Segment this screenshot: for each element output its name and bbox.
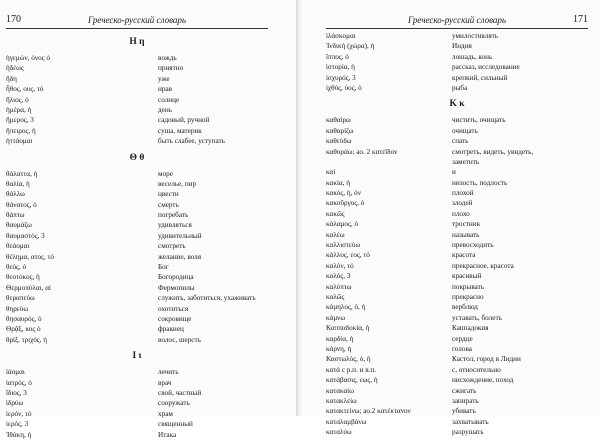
greek-headword: κακός, ἡ, όν: [326, 189, 362, 198]
greek-headword: Ἰνδική (χώρα), ἡ: [326, 42, 375, 51]
dictionary-entry: [326, 62, 588, 72]
greek-headword: καλέω: [326, 230, 345, 239]
greek-headword: θεάομαι: [6, 242, 30, 251]
russian-translation: день: [158, 105, 172, 114]
greek-headword: θηρεύω: [6, 304, 29, 313]
dictionary-entry: [326, 198, 588, 208]
greek-headword: καθαρίζω: [326, 126, 354, 135]
dictionary-entry: [326, 323, 588, 333]
greek-headword: ἡγεμών, όνος ὁ: [6, 54, 50, 62]
dictionary-entry: [6, 283, 268, 293]
greek-headword: κατακτείνω; ао.2 κατέκτανον: [326, 407, 411, 416]
russian-translation: захватывать: [452, 417, 489, 426]
greek-headword: Θερμοπύλαι, αἱ: [6, 283, 51, 292]
russian-translation: смерть: [158, 200, 179, 209]
russian-translation: лошадь, конь: [452, 52, 493, 61]
dictionary-entry: [6, 189, 268, 199]
running-title: Греческо-русский словарь: [407, 15, 507, 25]
dictionary-entry: [326, 230, 588, 240]
dictionary-entry: [6, 388, 268, 398]
greek-headword: ἰάομαι: [6, 368, 25, 377]
russian-translation: называть: [452, 230, 480, 239]
page-header: [326, 14, 588, 29]
page-header: [6, 14, 268, 29]
russian-translation: спать: [452, 137, 469, 146]
section-heading: Θ θ: [129, 152, 145, 163]
dictionary-entry: [326, 334, 588, 344]
dictionary-entry: [6, 210, 268, 220]
russian-translation: удивительный: [158, 231, 202, 240]
russian-translation: рыба: [452, 83, 468, 92]
greek-headword: καρδία, ἡ: [326, 334, 354, 343]
dictionary-entry: [326, 147, 588, 157]
greek-headword: καταλαμβάνω: [326, 417, 367, 426]
russian-translation: Кастол, город в Лидии: [452, 355, 521, 364]
greek-headword: θάπτω: [6, 211, 25, 220]
greek-headword: κάλαμος, ὁ: [326, 220, 359, 229]
russian-translation: и: [452, 168, 456, 177]
russian-translation: садовый, ручной: [158, 116, 210, 125]
section-heading: Κ κ: [449, 99, 465, 110]
russian-translation: прекрасное, красота: [452, 261, 514, 270]
greek-headword: Καππαδοκία, ἡ: [326, 324, 370, 333]
dictionary-entry: [326, 157, 588, 167]
greek-headword: ἡδέως: [6, 64, 24, 73]
greek-headword: Θρᾷξ, κος ὁ: [6, 325, 41, 334]
dictionary-entry: [326, 271, 588, 281]
dictionary-entry: [6, 105, 268, 115]
dictionary-entry: [326, 209, 588, 219]
dictionary-entry: [6, 335, 268, 345]
running-title: Греческо-русский словарь: [87, 15, 187, 25]
section-heading: Η η: [129, 37, 145, 47]
russian-translation: уставать, болеть: [452, 313, 502, 322]
greek-headword: θαλία, ἡ: [6, 179, 30, 188]
russian-translation: сердце: [452, 334, 473, 343]
russian-translation: с, относительно: [452, 365, 501, 374]
russian-translation: Каппадокия: [452, 324, 489, 333]
dictionary-entry: [6, 63, 268, 73]
russian-translation: приятно: [158, 64, 184, 73]
dictionary-entry: [326, 167, 588, 177]
russian-translation: священный: [158, 420, 193, 429]
russian-translation: удивляться: [158, 221, 192, 230]
russian-translation: нрав: [158, 85, 173, 94]
russian-translation: низость, подлость: [452, 178, 508, 187]
greek-headword: θρίξ, τριχός, ἡ: [6, 335, 47, 344]
greek-headword: κακῶς: [326, 209, 345, 218]
dictionary-entry: [326, 386, 588, 396]
page-number: 170: [6, 14, 21, 25]
dictionary-entry: [6, 272, 268, 282]
greek-headword: κάρνη, ἡ: [326, 344, 352, 353]
greek-headword: κάμηλος, ὁ, ἡ: [326, 303, 366, 312]
russian-translation: служить, заботиться, ухаживать: [158, 294, 256, 303]
russian-translation: желание, воля: [158, 252, 202, 261]
greek-headword: ἡττάομαι: [6, 137, 33, 146]
russian-translation: тростник: [452, 220, 481, 229]
greek-headword: ἰχθύς, ύος, ὁ: [326, 83, 362, 92]
russian-translation: солнце: [158, 95, 180, 104]
dictionary-entry: [6, 430, 268, 440]
dictionary-entry: [6, 169, 268, 179]
russian-translation: злодей: [452, 199, 473, 208]
greek-headword: θεός, ὁ: [6, 263, 27, 272]
greek-headword: ἤδη: [6, 74, 17, 83]
greek-headword: ἱερόν, τό: [6, 409, 32, 418]
russian-translation: быть слабее, уступать: [158, 137, 225, 146]
russian-translation: фракиец: [158, 325, 184, 334]
dictionary-entry: [6, 231, 268, 241]
dictionary-entry: [326, 240, 588, 250]
greek-headword: κάλλος, εος, τό: [326, 251, 370, 260]
greek-headword: καλῶς: [326, 292, 345, 301]
dictionary-entry: [6, 200, 268, 210]
greek-headword: καταλύω: [326, 428, 352, 437]
russian-translation: уже: [158, 74, 170, 83]
russian-translation: цвести: [158, 190, 179, 199]
dictionary-entry: [326, 250, 588, 260]
greek-headword: θάλαττα, ἡ: [6, 169, 38, 178]
greek-headword: θησαυρός, ὁ: [6, 314, 42, 323]
russian-translation: врач: [158, 378, 172, 387]
russian-translation: запирать: [452, 396, 479, 405]
russian-translation: Индия: [452, 42, 472, 51]
russian-translation: рассказ, исследование: [452, 63, 520, 72]
russian-translation: охотиться: [158, 304, 189, 313]
dictionary-entry: [6, 220, 268, 230]
dictionary-entry: [326, 396, 588, 406]
greek-headword: καλύπτω: [326, 282, 352, 291]
russian-translation: плохой: [452, 189, 474, 198]
greek-headword: κατακλείω: [326, 396, 357, 405]
russian-translation: смотреть: [158, 242, 186, 251]
entry-list: [326, 31, 588, 437]
dictionary-entry: [326, 427, 588, 437]
russian-translation: лечить: [158, 368, 179, 377]
russian-translation: голова: [452, 344, 472, 353]
greek-headword: κατακαίω: [326, 386, 354, 395]
greek-headword: κάμνω: [326, 313, 346, 322]
russian-translation: Фермопилы: [158, 283, 195, 292]
greek-headword: θαυμαστός, 3: [6, 231, 45, 240]
russian-translation: красота: [452, 251, 476, 260]
dictionary-entry: [6, 304, 268, 314]
greek-headword: κατάβασις, εως, ἡ: [326, 376, 378, 385]
russian-translation: Итака: [158, 430, 177, 439]
greek-headword: ἱστορία, ἡ: [326, 63, 355, 72]
dictionary-entry: [326, 136, 588, 146]
russian-translation: море: [158, 169, 173, 178]
russian-translation: свой, частный: [158, 388, 202, 397]
dictionary-entry: [326, 417, 588, 427]
russian-translation: разрушать: [452, 428, 484, 437]
dictionary-entry: [326, 31, 588, 41]
dictionary-entry: [6, 293, 268, 303]
greek-headword: κακία, ἡ: [326, 178, 350, 187]
dictionary-entry: [326, 126, 588, 136]
greek-headword: θεραπεύω: [6, 294, 35, 303]
russian-translation: заметить: [452, 157, 480, 166]
russian-translation: покрывать: [452, 282, 485, 291]
dictionary-entry: [326, 261, 588, 271]
dictionary-entry: [6, 53, 268, 63]
dictionary-entry: [6, 398, 268, 408]
dictionary-entry: [6, 409, 268, 419]
dictionary-entry: [326, 178, 588, 188]
dictionary-entry: [326, 354, 588, 364]
dictionary-entry: [6, 126, 268, 136]
dictionary-entry: [6, 324, 268, 334]
russian-translation: вождь: [158, 54, 177, 62]
page-number: 171: [573, 14, 588, 25]
russian-translation: красивый: [452, 272, 482, 281]
russian-translation: плохо: [452, 209, 470, 218]
dictionary-entry: [326, 344, 588, 354]
dictionary-entry: [6, 136, 268, 146]
right-page: [304, 0, 600, 437]
dictionary-entry: [6, 179, 268, 189]
left-page: [0, 0, 296, 439]
greek-headword: καλός, 3: [326, 272, 351, 281]
dictionary-entry: [6, 314, 268, 324]
dictionary-entry: [326, 365, 588, 375]
russian-translation: верблюд: [452, 303, 478, 312]
dictionary-entry: [6, 115, 268, 125]
greek-headword: ἰατρός, ὁ: [6, 378, 32, 387]
russian-translation: нисхождение, поход: [452, 376, 514, 385]
dictionary-entry: [326, 188, 588, 198]
book-gutter: [296, 0, 304, 416]
greek-headword: ἰσχυρός, 3: [326, 73, 356, 82]
russian-translation: умилостивлять: [452, 32, 499, 40]
greek-headword: ἱλάσκομαι: [326, 32, 356, 40]
dictionary-entry: [6, 74, 268, 84]
dictionary-entry: [326, 282, 588, 292]
dictionary-entry: [6, 241, 268, 251]
greek-headword: Ἰθάκη, ἡ: [6, 430, 32, 439]
russian-translation: смотреть, видеть, увидеть,: [452, 147, 534, 156]
russian-translation: погребать: [158, 211, 189, 220]
russian-translation: волос, шерсть: [158, 335, 201, 344]
dictionary-entry: [6, 367, 268, 377]
greek-headword: κατά с р.п. и в.п.: [326, 365, 377, 374]
russian-translation: очищать: [452, 126, 478, 135]
greek-headword: καλόν, τό: [326, 261, 354, 270]
greek-headword: θέλημα, ατος, τό: [6, 252, 55, 261]
russian-translation: чистить, очищать: [452, 116, 506, 125]
section-heading: Ι ι: [132, 351, 142, 362]
greek-headword: θαυμάζω: [6, 221, 32, 230]
greek-headword: ἤπειρος, ἡ: [6, 126, 36, 135]
dictionary-entry: [6, 378, 268, 388]
dictionary-entry: [326, 83, 588, 93]
russian-translation: прекрасно: [452, 292, 484, 301]
greek-headword: θεοτόκος, ἡ: [6, 273, 40, 282]
russian-translation: крепкий, сильный: [452, 73, 508, 82]
greek-headword: ἥμερος, 3: [6, 116, 34, 125]
russian-translation: сокровище: [158, 314, 192, 323]
dictionary-entry: [326, 219, 588, 229]
dictionary-entry: [6, 252, 268, 262]
dictionary-entry: [326, 41, 588, 51]
dictionary-entry: [326, 73, 588, 83]
russian-translation: сооружать: [158, 399, 190, 408]
greek-headword: καθοράω; ао. 2 κατεῖδον: [326, 147, 398, 156]
greek-headword: καθεύδω: [326, 137, 352, 146]
dictionary-entry: [326, 406, 588, 416]
dictionary-entry: [6, 84, 268, 94]
greek-headword: καί: [326, 168, 336, 177]
dictionary-entry: [6, 419, 268, 429]
greek-headword: καθαίρω: [326, 116, 351, 125]
dictionary-entry: [326, 52, 588, 62]
russian-translation: Бог: [158, 263, 169, 272]
greek-headword: ἡμέρα, ἡ: [6, 105, 32, 114]
dictionary-entry: [326, 115, 588, 125]
russian-translation: храм: [158, 409, 173, 418]
greek-headword: ἵππος, ὁ: [326, 52, 349, 61]
dictionary-entry: [326, 302, 588, 312]
entry-list: [6, 31, 268, 440]
dictionary-entry: [6, 95, 268, 105]
greek-headword: κακοῦργος, ὁ: [326, 199, 365, 208]
greek-headword: ἥλιος, ὁ: [6, 95, 29, 104]
russian-translation: Богородица: [158, 273, 194, 282]
greek-headword: ἴδιος, 3: [6, 388, 27, 397]
dictionary-entry: [326, 313, 588, 323]
russian-translation: сжигать: [452, 386, 477, 395]
russian-translation: веселье, пир: [158, 179, 197, 188]
greek-headword: θάλλω: [6, 190, 25, 199]
greek-headword: καλλιστεύω: [326, 241, 361, 250]
russian-translation: убивать: [452, 407, 476, 416]
dictionary-entry: [326, 375, 588, 385]
greek-headword: Καστωλός, ὁ, ἡ: [326, 355, 371, 364]
dictionary-entry: [6, 262, 268, 272]
greek-headword: ἱδρύω: [6, 399, 24, 408]
russian-translation: суша, материк: [158, 126, 202, 135]
dictionary-entry: [326, 292, 588, 302]
russian-translation: превосходить: [452, 241, 494, 250]
greek-headword: θάνατος, ὁ: [6, 200, 37, 209]
greek-headword: ἱερός, 3: [6, 420, 29, 429]
greek-headword: ἦθος, ους, τό: [6, 85, 44, 94]
